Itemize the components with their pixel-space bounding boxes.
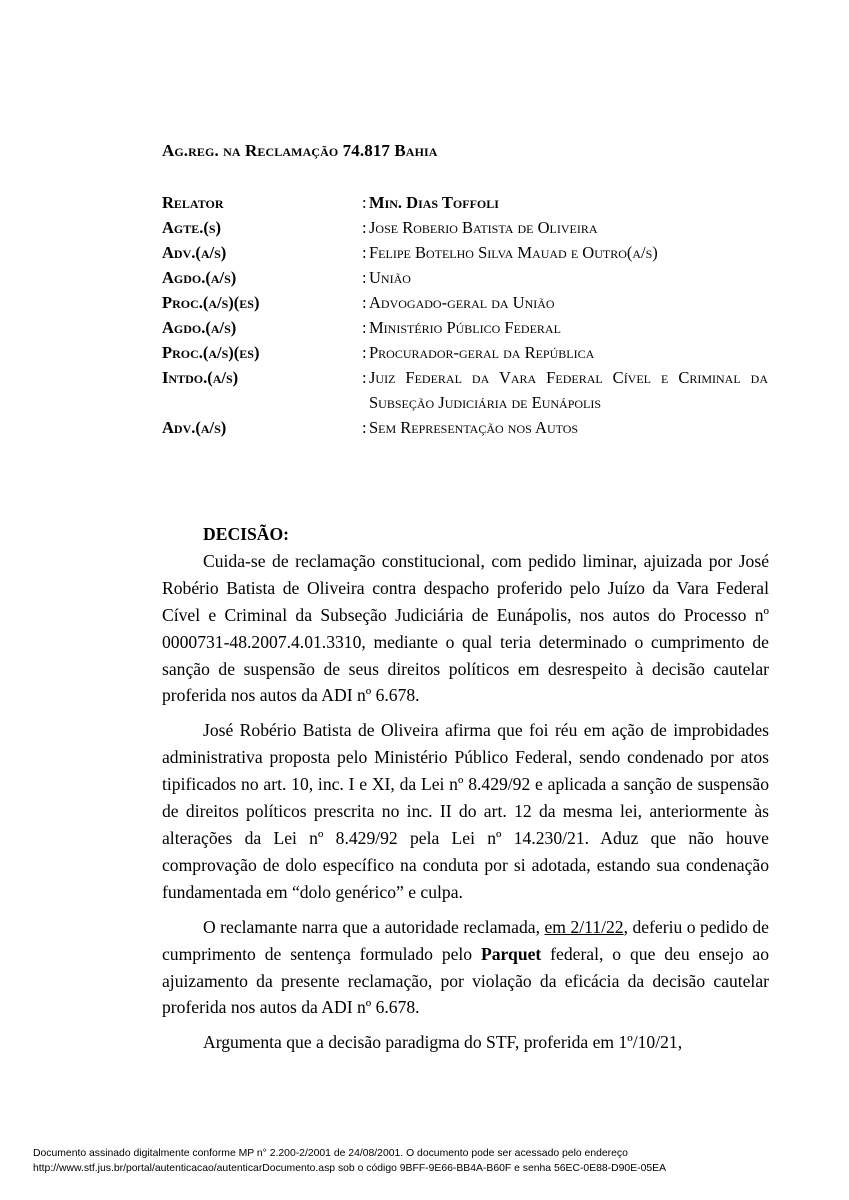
party-colon: : xyxy=(362,268,367,287)
paragraph-1: Cuida-se de reclamação constitucional, com pedido liminar, ajuizada por José Robério Batista de Oliveira contra despacho proferido pelo Juízo da Vara Federal Cível e Criminal da Subseção Judiciária de Eunápolis, nos autos do Processo nº 0000731-48.2007.4.01.3310, mediante o qual teria determinado o cumprimento de sanção de suspensão de seus direitos políticos em desrespeito à decisão cautelar proferida nos autos da ADI nº 6.678. xyxy=(162,550,769,706)
party-row-relator xyxy=(162,190,768,215)
paragraph-2: José Robério Batista de Oliveira afirma que foi réu em ação de improbidades administrativa proposta pelo Ministério Público Federal, sendo condenado por atos tipificados no art. 10, inc. I e XI, da Lei nº 8.429/92 e aplicada a sanção de suspensão de direitos políticos prescrita no inc. II do art. 12 da mesma lei, anteriormente às alterações da Lei nº 8.429/92 pela Lei nº 14.230/21. Aduz que não houve comprovação de dolo específico na conduta por si adotada, estando sua condenação fundamentada em “dolo genérico” e culpa. xyxy=(162,720,769,902)
party-row-procurador-pgr xyxy=(162,340,768,365)
party-colon: : xyxy=(362,193,367,212)
party-row-interessado xyxy=(162,365,768,415)
party-row-agravado-mpf xyxy=(162,315,768,340)
party-value: Jose Roberio Batista de Oliveira xyxy=(369,218,598,237)
paragraph-3-text-c: federal, o que deu ensejo ao ajuizamento da presente reclamação, por violação da eficácia da decisão cautelar proferida nos autos da ADI nº 6.678. xyxy=(162,943,769,1018)
decision-heading: DECISÃO: xyxy=(203,524,290,544)
party-label: Relator xyxy=(162,193,224,212)
party-row-agravante xyxy=(162,215,768,240)
party-value: União xyxy=(369,268,411,287)
party-label: Proc.(a/s)(es) xyxy=(162,293,260,312)
parquet-term: Parquet xyxy=(481,943,542,964)
paragraph-3-text-a: O reclamante narra que a autoridade reclamada, xyxy=(203,916,540,937)
paragraph-3 xyxy=(162,914,769,1022)
party-value: Juiz Federal da Vara Federal Cível e Criminal da Subseção Judiciária de Eunápolis xyxy=(369,368,768,412)
party-colon: : xyxy=(362,218,367,237)
party-value: Ministério Público Federal xyxy=(369,318,561,337)
party-row-advogado xyxy=(162,240,768,265)
party-label: Agdo.(a/s) xyxy=(162,318,237,337)
decision-body xyxy=(162,521,769,1064)
footer-line-1: Documento assinado digitalmente conforme MP n° 2.200-2/2001 de 24/08/2001. O documento pode ser acessado pelo endereço xyxy=(33,1148,628,1159)
party-label: Agte.(s) xyxy=(162,218,222,237)
parties-table xyxy=(162,190,768,440)
paragraph-4: Argumenta que a decisão paradigma do STF, proferida em 1º/10/21, xyxy=(203,1032,683,1053)
party-label: Intdo.(a/s) xyxy=(162,368,239,387)
party-colon: : xyxy=(362,343,367,362)
party-colon: : xyxy=(362,418,367,437)
party-colon: : xyxy=(362,293,367,312)
party-value: Advogado-geral da União xyxy=(369,293,555,312)
party-colon: : xyxy=(362,243,367,262)
footer-line-2: http://www.stf.jus.br/portal/autenticacao/autenticarDocumento.asp sob o código 9BFF-9E66-BB4A-B60F e senha 56EC-0E88-D90E-05EA xyxy=(33,1163,667,1174)
party-value: Felipe Botelho Silva Mauad e Outro(a/s) xyxy=(369,243,658,262)
party-label: Adv.(a/s) xyxy=(162,418,227,437)
party-value: Min. Dias Toffoli xyxy=(369,193,499,212)
party-label: Proc.(a/s)(es) xyxy=(162,343,260,362)
party-row-agravado-uniao xyxy=(162,265,768,290)
signature-footer xyxy=(33,1146,823,1176)
party-row-procurador-agu xyxy=(162,290,768,315)
party-colon: : xyxy=(362,318,367,337)
party-value: Sem Representação nos Autos xyxy=(369,418,579,437)
party-value: Procurador-geral da República xyxy=(369,343,595,362)
party-label: Agdo.(a/s) xyxy=(162,268,237,287)
party-colon: : xyxy=(362,368,367,387)
party-row-advogado-interessado xyxy=(162,415,768,440)
underlined-date: em 2/11/22 xyxy=(544,916,624,937)
paragraph-3-text-b: , deferiu o pedido de cumprimento de sentença formulado pelo xyxy=(162,916,769,964)
party-label: Adv.(a/s) xyxy=(162,243,227,262)
page-title: Ag.reg. na Reclamação 74.817 Bahia xyxy=(162,141,438,160)
